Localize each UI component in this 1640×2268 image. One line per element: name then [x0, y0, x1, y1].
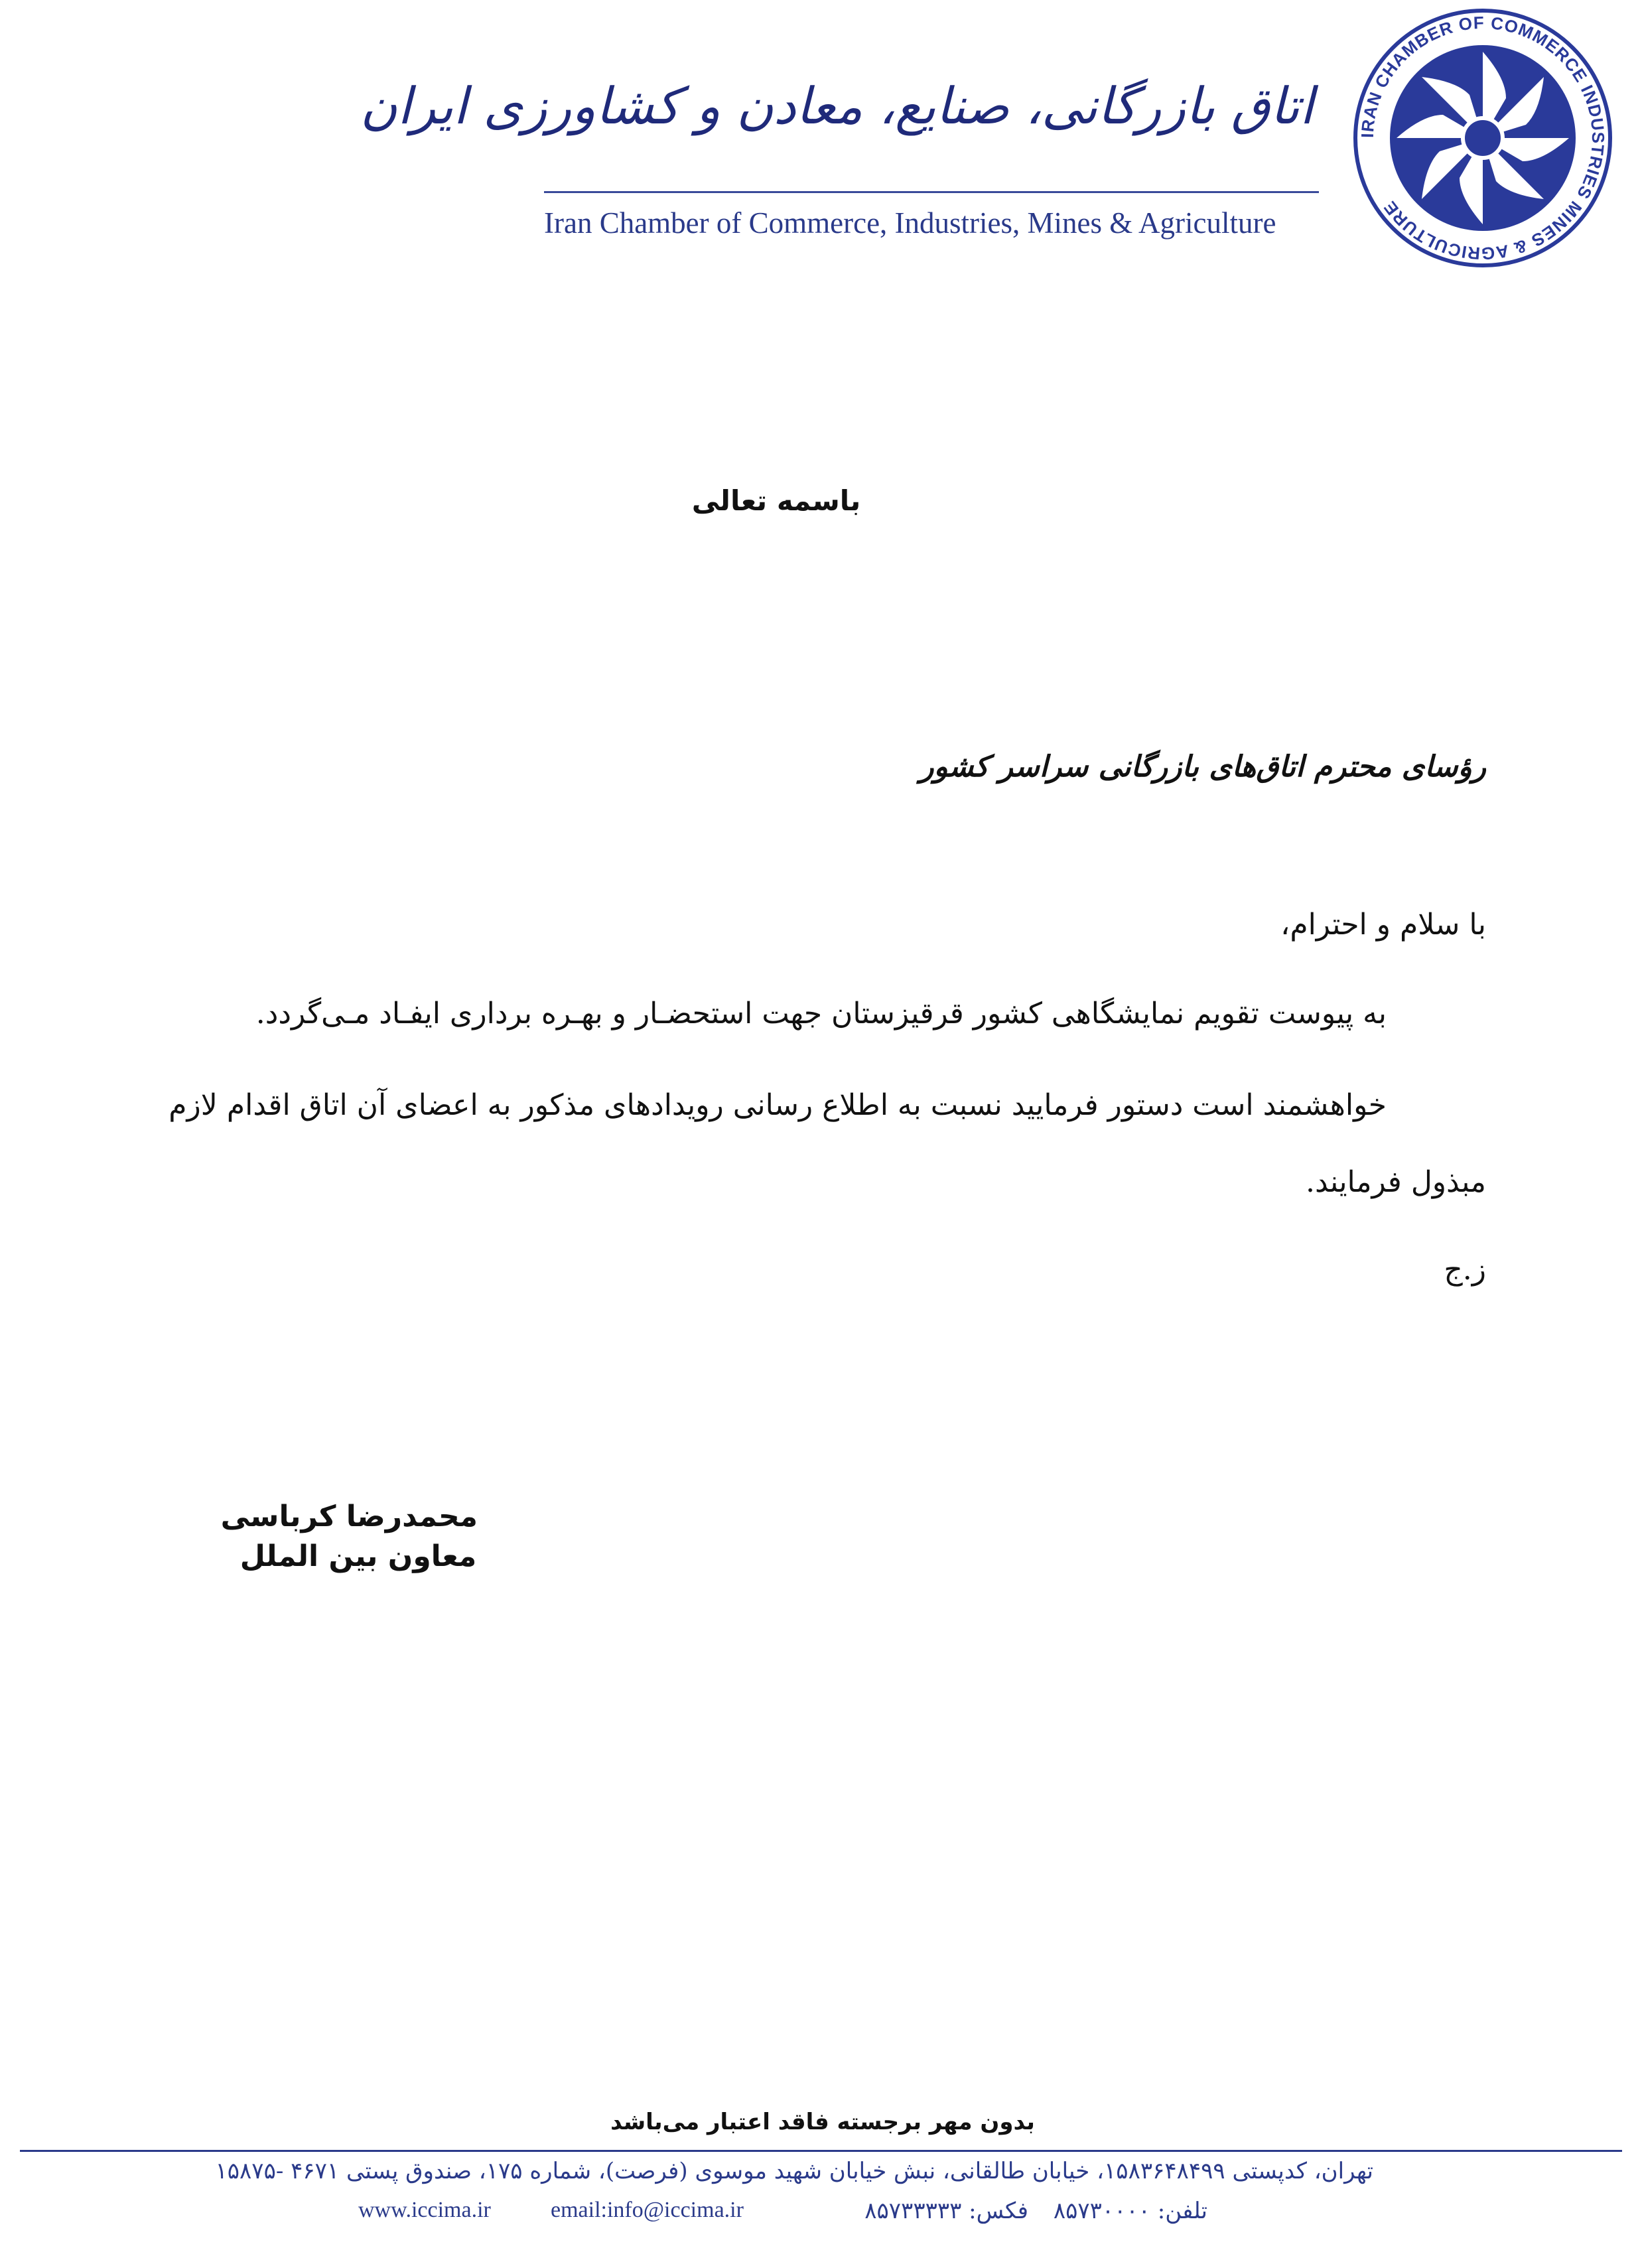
signatory-title: معاون بین الملل: [239, 1539, 477, 1573]
bismillah-heading: باسمه تعالی: [691, 484, 861, 517]
body-paragraph-2-line-2: مبذول فرمایند.: [1305, 1165, 1486, 1199]
addressee-line: رؤسای محترم اتاق‌های بازرگانی سراسر کشور: [920, 750, 1486, 784]
footer-phone: تلفن: ۸۵۷۳۰۰۰۰: [1053, 2198, 1207, 2224]
salutation-line: با سلام و احترام،: [1280, 908, 1486, 942]
footer-address: تهران، کدپستی ۱۵۸۳۶۴۸۴۹۹، خیابان طالقانی، نبش خیابان شهید موسوی (فرصت)، شماره ۱۷۵، صندوق پستی ۴۶۷۱ -۱۵۸۷۵: [215, 2158, 1373, 2184]
footer-fax: فکس: ۸۵۷۳۳۳۳۳: [864, 2198, 1028, 2224]
footer-validity-note: بدون مهر برجسته فاقد اعتبار می‌باشد: [610, 2109, 1035, 2135]
footer-website-link[interactable]: www.iccima.ir: [358, 2198, 491, 2222]
letterhead-title-en: Iran Chamber of Commerce, Industries, Mines & Agriculture: [544, 206, 1276, 240]
footer-divider: [20, 2150, 1622, 2152]
signatory-name: محمدرضا کرباسی: [220, 1500, 478, 1533]
letterhead-title-fa: اتاق بازرگانی، صنایع، معادن و کشاورزی ایران: [360, 76, 1314, 135]
footer-email-link[interactable]: email:info@iccima.ir: [551, 2198, 744, 2222]
logo-ring-text: IRAN CHAMBER OF COMMERCE INDUSTRIES MINES & AGRICULTURE: [1357, 12, 1609, 264]
body-paragraph-1: به پیوست تقویم نمایشگاهی کشور قرقیزستان جهت استحضـار و بهـره برداری ایفـاد مـی‌گردد.: [255, 997, 1387, 1030]
body-paragraph-2-line-1: خواهشمند است دستور فرمایید نسبت به اطلاع رسانی رویدادهای مذکور به اعضای آن اتاق اقدام لازم: [169, 1088, 1387, 1122]
letterhead-divider: [544, 191, 1319, 193]
chamber-emblem-icon: [1350, 5, 1615, 271]
initials: ز.ج: [1444, 1253, 1486, 1287]
